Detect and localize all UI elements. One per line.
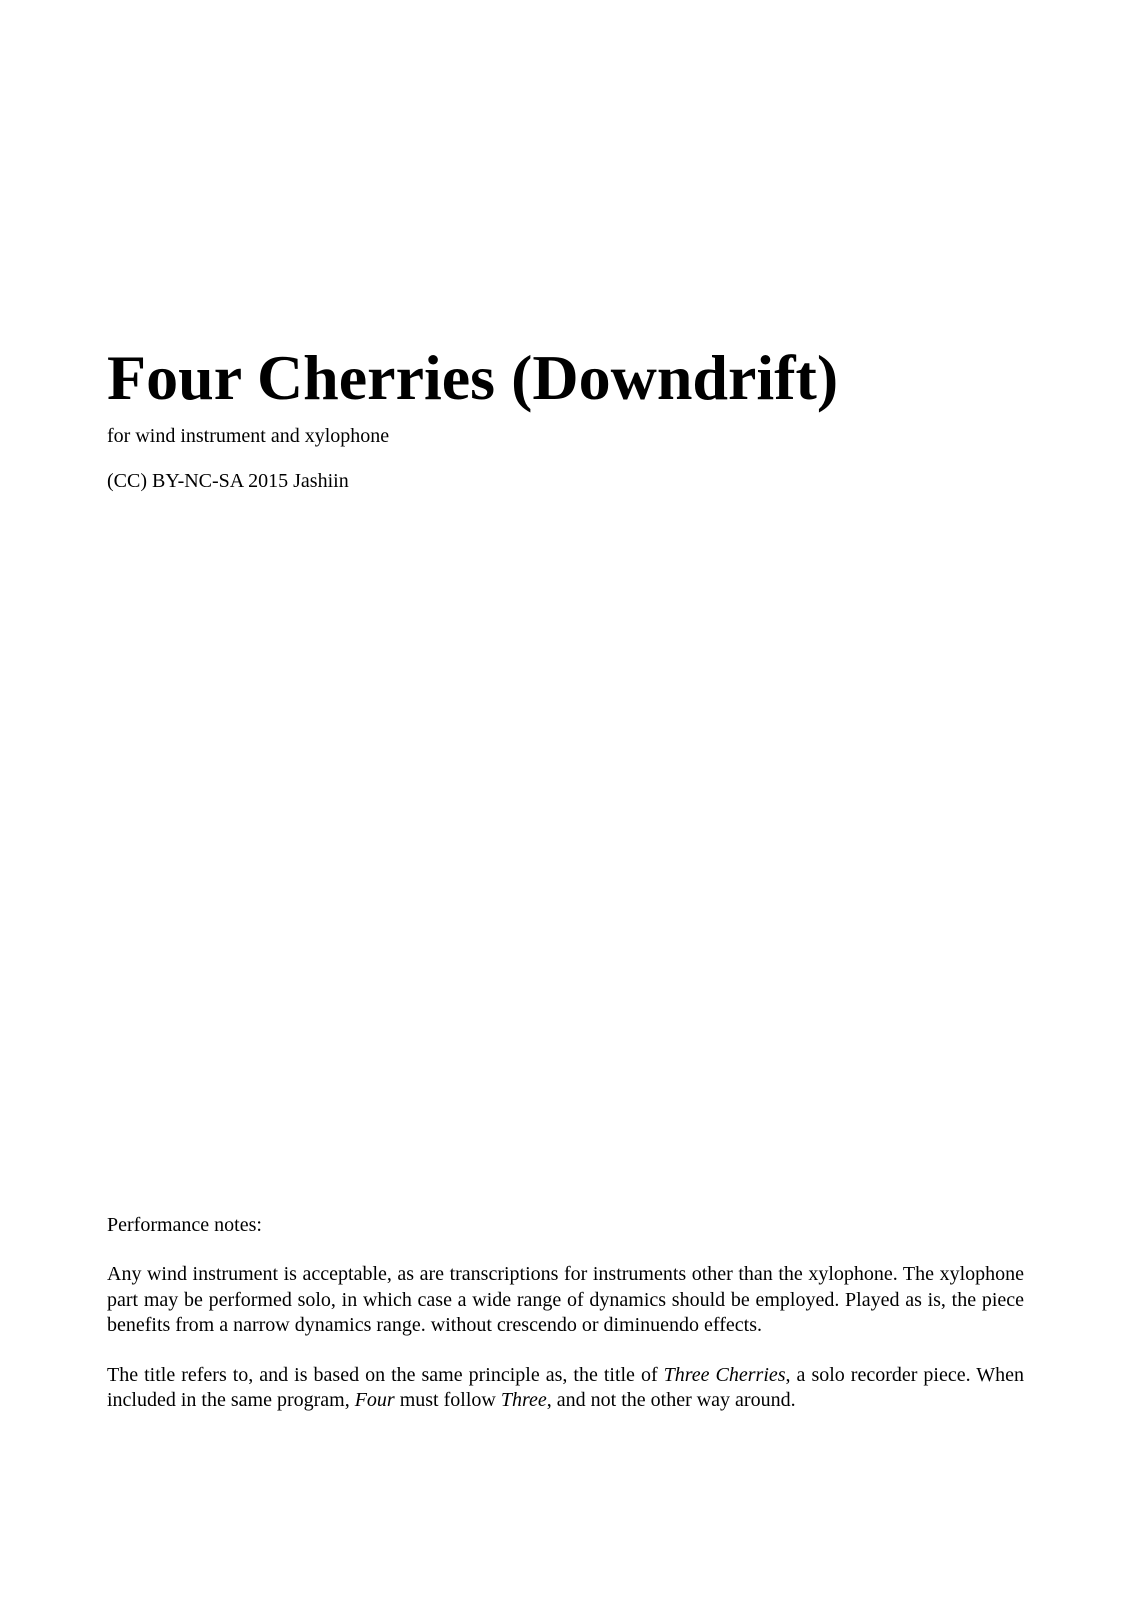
notes-paragraph-2-text-4: , and not the other way around.	[546, 1389, 796, 1411]
notes-paragraph-2-italic-2: Four	[354, 1389, 395, 1411]
notes-paragraph-2-text-2: , a solo recorder piece. When included in the same program,	[107, 1363, 1024, 1411]
notes-paragraph-2-italic-3: Three	[500, 1389, 547, 1411]
notes-paragraph-2-italic-1: Three Cherries	[663, 1363, 786, 1386]
document-subtitle: for wind instrument and xylophone	[107, 425, 390, 447]
notes-heading: Performance notes:	[107, 1214, 262, 1236]
performance-notes	[107, 1213, 1024, 1438]
document-title: Four Cherries (Downdrift)	[107, 342, 839, 413]
notes-paragraph-1: Any wind instrument is acceptable, as are transcriptions for instruments other than the xylophone. The xylophone part may be performed solo, in which case a wide range of dynamics should be employed. Played as is, the piece benefits from a narrow dynamics range. without crescendo or diminuendo effects.	[107, 1263, 1024, 1336]
license-line: (CC) BY-NC-SA 2015 Jashiin	[107, 470, 349, 492]
notes-paragraph-2-text-1: The title refers to, and is based on the same principle as, the title of	[107, 1363, 664, 1386]
notes-paragraph-2	[107, 1363, 1024, 1414]
notes-paragraph-2-text-3: must follow	[394, 1389, 501, 1411]
